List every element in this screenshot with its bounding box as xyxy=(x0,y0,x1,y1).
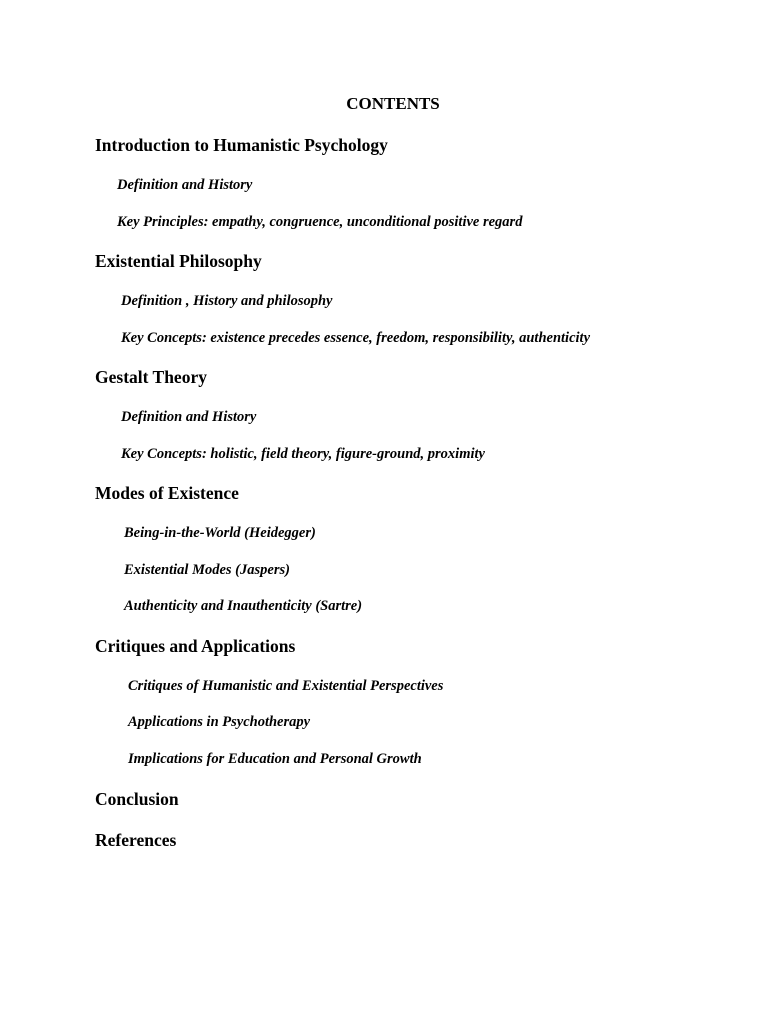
section-heading-existential-philosophy: Existential Philosophy xyxy=(95,251,262,271)
section-heading-conclusion: Conclusion xyxy=(95,789,179,809)
subsection-key-concepts-existential: Key Concepts: existence precedes essence, freedom, responsibility, authenticity xyxy=(121,330,591,346)
subsection-authenticity: Authenticity and Inauthenticity (Sartre) xyxy=(124,598,363,614)
subsection-key-principles: Key Principles: empathy, congruence, unconditional positive regard xyxy=(117,214,523,230)
subsection-definition-history-philosophy: Definition , History and philosophy xyxy=(121,293,333,309)
section-heading-introduction: Introduction to Humanistic Psychology xyxy=(95,135,388,155)
subsection-being-in-the-world: Being-in-the-World (Heidegger) xyxy=(124,525,316,541)
subsection-gestalt-key-concepts: Key Concepts: holistic, field theory, figure-ground, proximity xyxy=(121,446,485,462)
subsection-gestalt-definition: Definition and History xyxy=(121,409,257,425)
subsection-applications-psychotherapy: Applications in Psychotherapy xyxy=(128,714,311,730)
section-heading-gestalt-theory: Gestalt Theory xyxy=(95,367,207,387)
contents-title: CONTENTS xyxy=(346,94,440,113)
subsection-critiques: Critiques of Humanistic and Existential Perspectives xyxy=(128,678,444,694)
subsection-definition-and-history: Definition and History xyxy=(117,177,253,193)
subsection-implications-education: Implications for Education and Personal Growth xyxy=(128,751,422,767)
subsection-existential-modes: Existential Modes (Jaspers) xyxy=(124,562,290,578)
section-heading-modes-of-existence: Modes of Existence xyxy=(95,483,239,503)
section-heading-references: References xyxy=(95,830,177,850)
section-heading-critiques-and-applications: Critiques and Applications xyxy=(95,636,296,656)
